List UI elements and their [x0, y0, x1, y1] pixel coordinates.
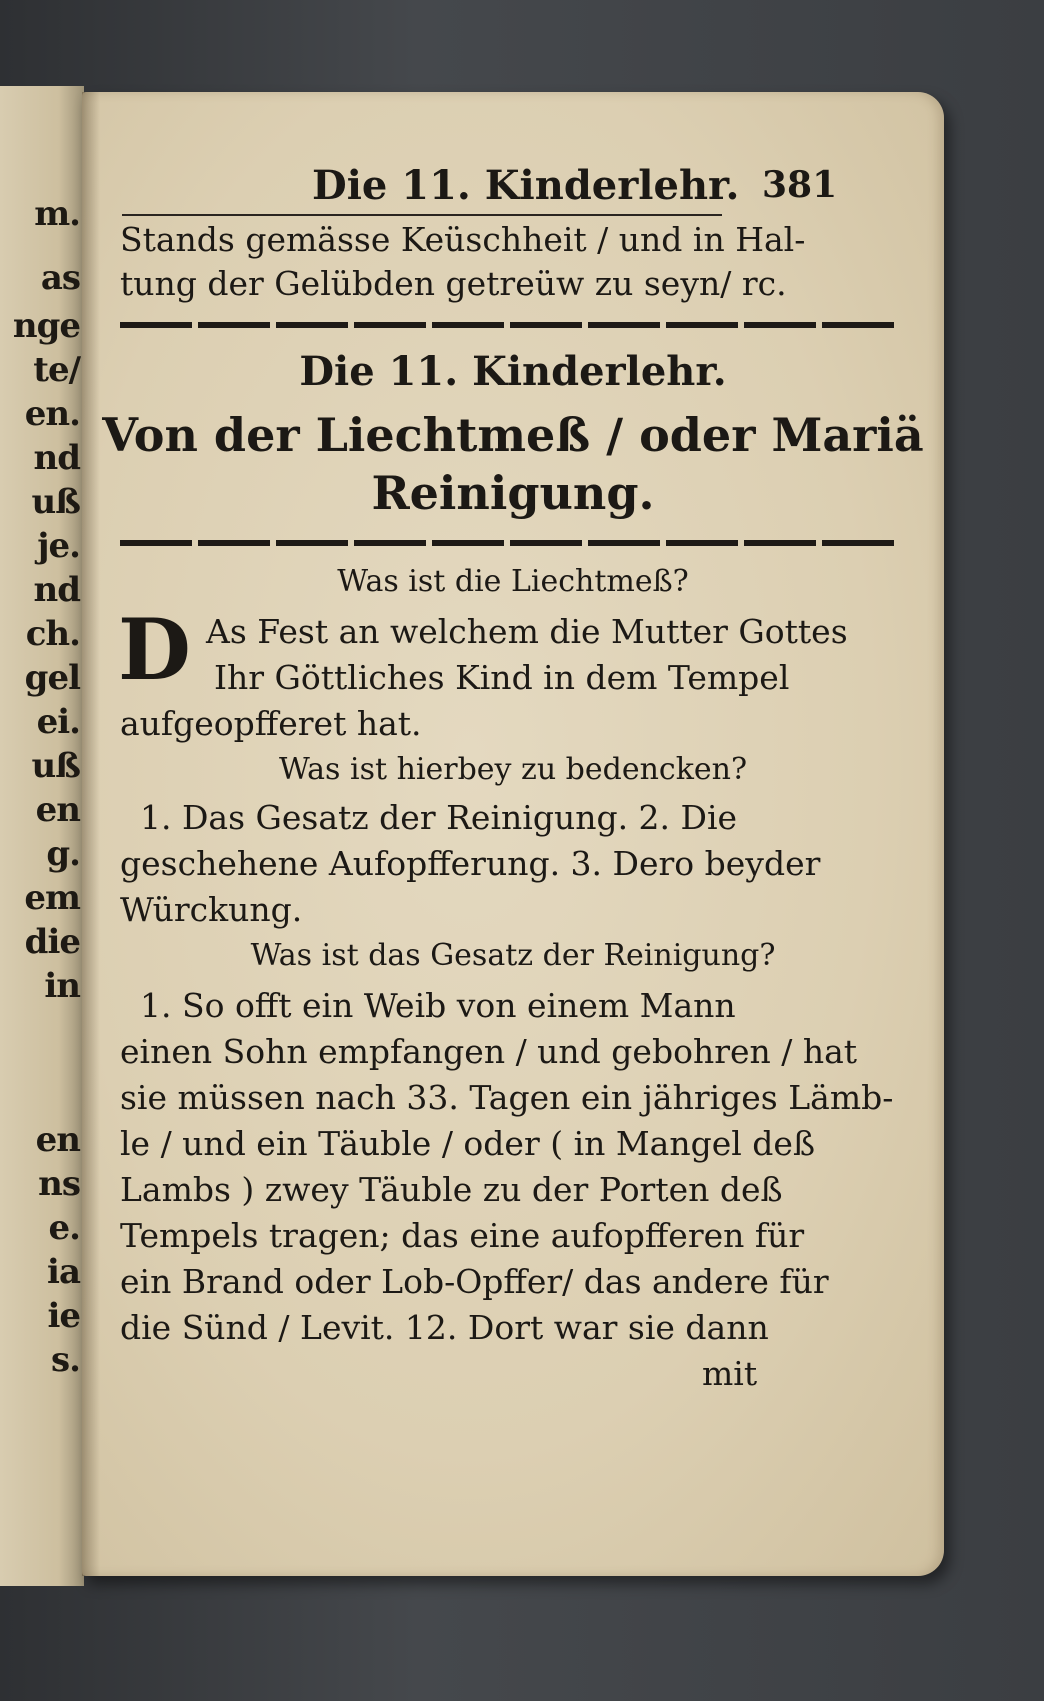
question-heading: Was ist hierbey zu bedencken?: [278, 752, 748, 787]
answer-line: 1. Das Gesatz der Reinigung. 2. Die: [140, 798, 738, 837]
section-divider: [120, 540, 900, 546]
margin-fragment: em: [24, 878, 80, 918]
facing-page-edge: [0, 86, 84, 1586]
chapter-number-title: Die 11. Kinderlehr.: [299, 348, 727, 395]
answer-line: Würckung.: [120, 890, 303, 929]
answer-line: geschehene Aufopfferung. 3. Dero beyder: [120, 844, 821, 883]
chapter-title-line: Von der Liechtmeß / oder Mariä: [102, 408, 924, 462]
margin-fragment: g.: [46, 834, 80, 874]
margin-fragment: en: [35, 1120, 80, 1160]
chapter-title-line: Reinigung.: [371, 466, 655, 520]
question-heading: Was ist das Gesatz der Reinigung?: [250, 938, 776, 973]
margin-fragment: ei.: [36, 702, 80, 742]
margin-fragment: en: [35, 790, 80, 830]
answer-line: aufgeopfferet hat.: [120, 704, 422, 743]
margin-fragment: e.: [48, 1208, 80, 1248]
page-number: 381: [762, 164, 838, 206]
margin-fragment: uß: [31, 482, 80, 522]
margin-fragment: je.: [37, 526, 80, 566]
margin-fragment: nge: [12, 306, 80, 346]
margin-fragment: ns: [38, 1164, 80, 1204]
decorated-initial: D: [118, 600, 191, 699]
margin-fragment: m.: [34, 194, 80, 234]
answer-line: 1. So offt ein Weib von einem Mann: [140, 986, 736, 1025]
running-title: Die 11. Kinderlehr.: [312, 162, 740, 209]
book-page: [82, 92, 944, 1576]
answer-line: einen Sohn empfangen / und gebohren / hat: [120, 1032, 858, 1071]
margin-fragment: s.: [51, 1340, 80, 1380]
answer-line: le / und ein Täuble / oder ( in Mangel deß: [120, 1124, 815, 1163]
answer-line: die Sünd / Levit. 12. Dort war sie dann: [120, 1308, 769, 1347]
answer-line: Ihr Göttliches Kind in dem Tempel: [214, 658, 790, 697]
margin-fragment: die: [24, 922, 80, 962]
carryover-line: Stands gemässe Keüschheit / und in Hal-: [120, 220, 806, 259]
section-divider: [120, 322, 900, 328]
margin-fragment: as: [40, 258, 80, 298]
margin-fragment: te/: [33, 350, 80, 390]
catchword: mit: [702, 1354, 758, 1393]
margin-fragment: ia: [47, 1252, 80, 1292]
margin-fragment: nd: [33, 438, 80, 478]
margin-fragment: ie: [47, 1296, 80, 1336]
margin-fragment: ch.: [25, 614, 80, 654]
answer-line: As Fest an welchem die Mutter Gottes: [206, 612, 848, 651]
margin-fragment: en.: [24, 394, 80, 434]
carryover-line: tung der Gelübden getreüw zu seyn/ rc.: [120, 264, 787, 303]
margin-fragment: nd: [33, 570, 80, 610]
margin-fragment: uß: [31, 746, 80, 786]
margin-fragment: in: [44, 966, 80, 1006]
margin-fragment: gel: [24, 658, 80, 698]
answer-line: sie müssen nach 33. Tagen ein jähriges Lämb-: [120, 1078, 894, 1117]
header-rule: [122, 214, 722, 216]
answer-line: Lambs ) zwey Täuble zu der Porten deß: [120, 1170, 783, 1209]
question-heading: Was ist die Liechtmeß?: [337, 564, 689, 599]
answer-line: ein Brand oder Lob-Opffer/ das andere für: [120, 1262, 829, 1301]
page-gutter-shadow: [82, 92, 100, 1576]
answer-line: Tempels tragen; das eine aufopfferen für: [120, 1216, 805, 1255]
